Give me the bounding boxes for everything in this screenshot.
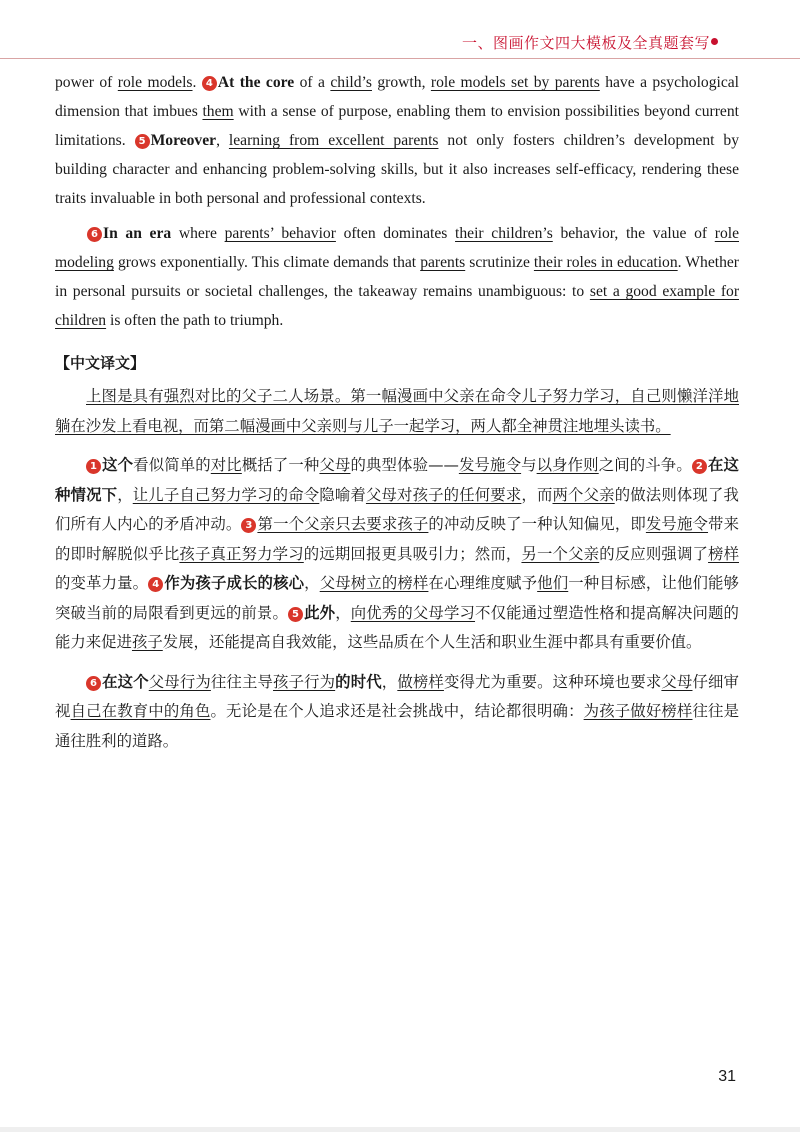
text: 的远期回报更具吸引力；然而， xyxy=(303,544,522,563)
underlined-phrase: 另一个父亲 xyxy=(521,544,600,563)
chinese-paragraph-2 xyxy=(55,451,739,658)
underlined-phrase: 父母树立的榜样 xyxy=(319,574,429,592)
bold-phrase: 这个 xyxy=(102,456,134,474)
text: 变得尤为重要。这种环境也要求 xyxy=(443,672,662,691)
text: not only fosters children’s development by building character and enhancing problem-solving skills, but it also increases self-efficacy, rendering these traits invaluable in both personal and professional contexts. xyxy=(55,132,739,207)
text: with a sense of purpose, enabling them to envision possibilities beyond current limitations. xyxy=(55,103,739,149)
underlined-phrase: parents’ behavior xyxy=(224,225,336,242)
chinese-paragraph-1 xyxy=(55,382,739,441)
text: 则体现了我们所有人内心的矛盾冲动。 xyxy=(55,485,739,533)
text: ， xyxy=(381,672,398,691)
text: behavior, the value of xyxy=(552,225,715,242)
text: have a psychological dimension that imbues xyxy=(55,74,740,120)
text: is often the path to triumph. xyxy=(106,312,284,329)
underlined-phrase: role models xyxy=(117,74,193,91)
bold-phrase: In an era xyxy=(103,225,172,242)
underlined-phrase: 榜样 xyxy=(708,544,739,563)
chinese-translation-heading: 【中文译文】 xyxy=(55,354,146,372)
text: where xyxy=(171,225,225,242)
text: , xyxy=(216,132,229,149)
sentence-marker-4: 4 xyxy=(202,76,217,91)
text: 隐喻着 xyxy=(319,485,366,504)
chinese-paragraph-3 xyxy=(55,668,739,757)
underlined-phrase: 对比 xyxy=(210,456,242,474)
text: 看似简单的 xyxy=(133,456,211,474)
text: scrutinize xyxy=(465,254,534,271)
english-paragraph-1 xyxy=(55,68,739,213)
text: 。无论是在个人追求还是社会挑战中，结论都很明确： xyxy=(210,702,584,720)
text: power of xyxy=(55,74,118,91)
underlined-phrase: role models set by parents xyxy=(430,74,600,91)
text: ， xyxy=(304,574,320,592)
underlined-phrase: child’s xyxy=(330,74,372,91)
text: ， xyxy=(335,603,351,622)
text: . xyxy=(192,74,202,91)
underlined-phrase: learning from excellent parents xyxy=(228,132,439,149)
underlined-phrase: 以身作则 xyxy=(536,456,599,474)
sentence-marker-5: 5 xyxy=(135,134,150,149)
underlined-phrase: 父母对孩子的任何要求 xyxy=(365,485,522,504)
bold-phrase: 在这个 xyxy=(102,672,149,691)
text: 的反应则强调了 xyxy=(599,544,709,563)
text: 发展，还能提高自我效能，这些品质在个人生活和职业生涯中都具有重要价值。 xyxy=(162,633,702,651)
underlined-phrase: 发号施令 xyxy=(458,456,522,474)
underlined-phrase: 为孩子做好榜样 xyxy=(583,702,693,720)
underlined-phrase: 自己在教育中的角色 xyxy=(70,702,211,720)
text: often dominates xyxy=(335,225,456,242)
underlined-phrase: their children’s xyxy=(455,225,553,242)
text: 不仅能通过塑造性格和提高解决问题的能力来促进 xyxy=(55,603,739,651)
text: grows exponentially. This climate demands that xyxy=(113,254,421,271)
underlined-phrase: their roles in education xyxy=(533,254,678,271)
page-number: 31 xyxy=(718,1068,736,1085)
chinese-translation xyxy=(55,382,739,766)
text: 概括了一种 xyxy=(241,456,320,474)
page-bottom-edge xyxy=(0,1127,800,1132)
text: 的典型体验—— xyxy=(350,456,459,474)
text: 的变革力量。 xyxy=(55,574,149,592)
underlined-phrase: 父母 xyxy=(319,456,351,474)
text: 的冲动反映了一种认知偏见，即 xyxy=(428,515,646,533)
running-header-title: 一、图画作文四大模板及全真题套写 xyxy=(461,34,710,52)
bold-phrase: 作为孩子成长的核心 xyxy=(164,574,305,592)
underlined-phrase: 向优秀的父母学习 xyxy=(350,603,476,622)
text: 一种目标感，让他们能够突破当前的局限看到更远的前景。 xyxy=(55,574,739,622)
text: 之间的斗争。 xyxy=(598,456,692,474)
text: ，而 xyxy=(521,485,553,504)
text: 往往主导 xyxy=(210,672,274,691)
bold-phrase: 的时代 xyxy=(335,672,382,691)
text: 仔细审视 xyxy=(55,672,739,720)
header-bullet-icon xyxy=(711,38,718,45)
sentence-marker-5: 5 xyxy=(288,607,303,622)
text: 与 xyxy=(521,456,537,474)
underlined-phrase: role modeling xyxy=(55,225,739,271)
sentence-marker-3: 3 xyxy=(241,518,256,533)
underlined-phrase: 让儿子自己努力学习的命令 xyxy=(132,485,320,504)
sentence-marker-1: 1 xyxy=(86,459,101,474)
text: ， xyxy=(117,485,133,504)
underlined-phrase: 孩子真正努力学习 xyxy=(179,544,304,563)
sentence-marker-6: 6 xyxy=(87,227,102,242)
underlined-phrase: 第一个父亲只去要求孩子 xyxy=(257,515,429,533)
text: of a xyxy=(294,74,331,91)
bold-phrase: Moreover xyxy=(150,132,217,149)
text: 在心理维度赋予 xyxy=(428,574,538,592)
bold-phrase: At the core xyxy=(217,74,295,91)
underlined-phrase: 孩子行为 xyxy=(273,672,336,691)
sentence-marker-4: 4 xyxy=(148,577,163,592)
sentence-marker-2: 2 xyxy=(692,459,707,474)
sentence-marker-6: 6 xyxy=(86,676,101,691)
text: growth, xyxy=(371,74,431,91)
text: 的做法 xyxy=(614,485,662,504)
underlined-phrase: 两个父亲 xyxy=(552,485,615,504)
text: . Whether in personal pursuits or societal challenges, the takeaway remains unambiguous: to xyxy=(55,254,739,300)
text: 往往是通往胜利的道路。 xyxy=(55,702,739,750)
english-paragraph-2 xyxy=(55,219,739,335)
underlined-phrase: 做榜样 xyxy=(397,672,444,691)
underlined-phrase: parents xyxy=(420,254,466,271)
underlined-phrase: them xyxy=(202,103,234,120)
underlined-phrase: 孩子 xyxy=(131,633,163,651)
underlined-phrase: 上图是具有强烈对比的父子二人场景。第一幅漫画中父亲在命令儿子努力学习，自己则懒洋洋地躺在沙发上看电视，而第二幅漫画中父亲则与儿子一起学习，两人都全神贯注地埋头读书。 xyxy=(55,387,739,435)
text: 带来的即时解脱似乎比 xyxy=(55,515,739,563)
underlined-phrase: 发号施令 xyxy=(645,515,709,533)
underlined-phrase: set a good example for children xyxy=(55,283,740,329)
bold-phrase: 此外 xyxy=(304,603,336,622)
bold-phrase: 在这种情况下 xyxy=(55,456,739,504)
underlined-phrase: 父母 xyxy=(661,672,693,691)
underlined-phrase: 他们 xyxy=(537,574,569,592)
underlined-phrase: 父母行为 xyxy=(148,672,211,691)
english-essay xyxy=(55,68,739,335)
